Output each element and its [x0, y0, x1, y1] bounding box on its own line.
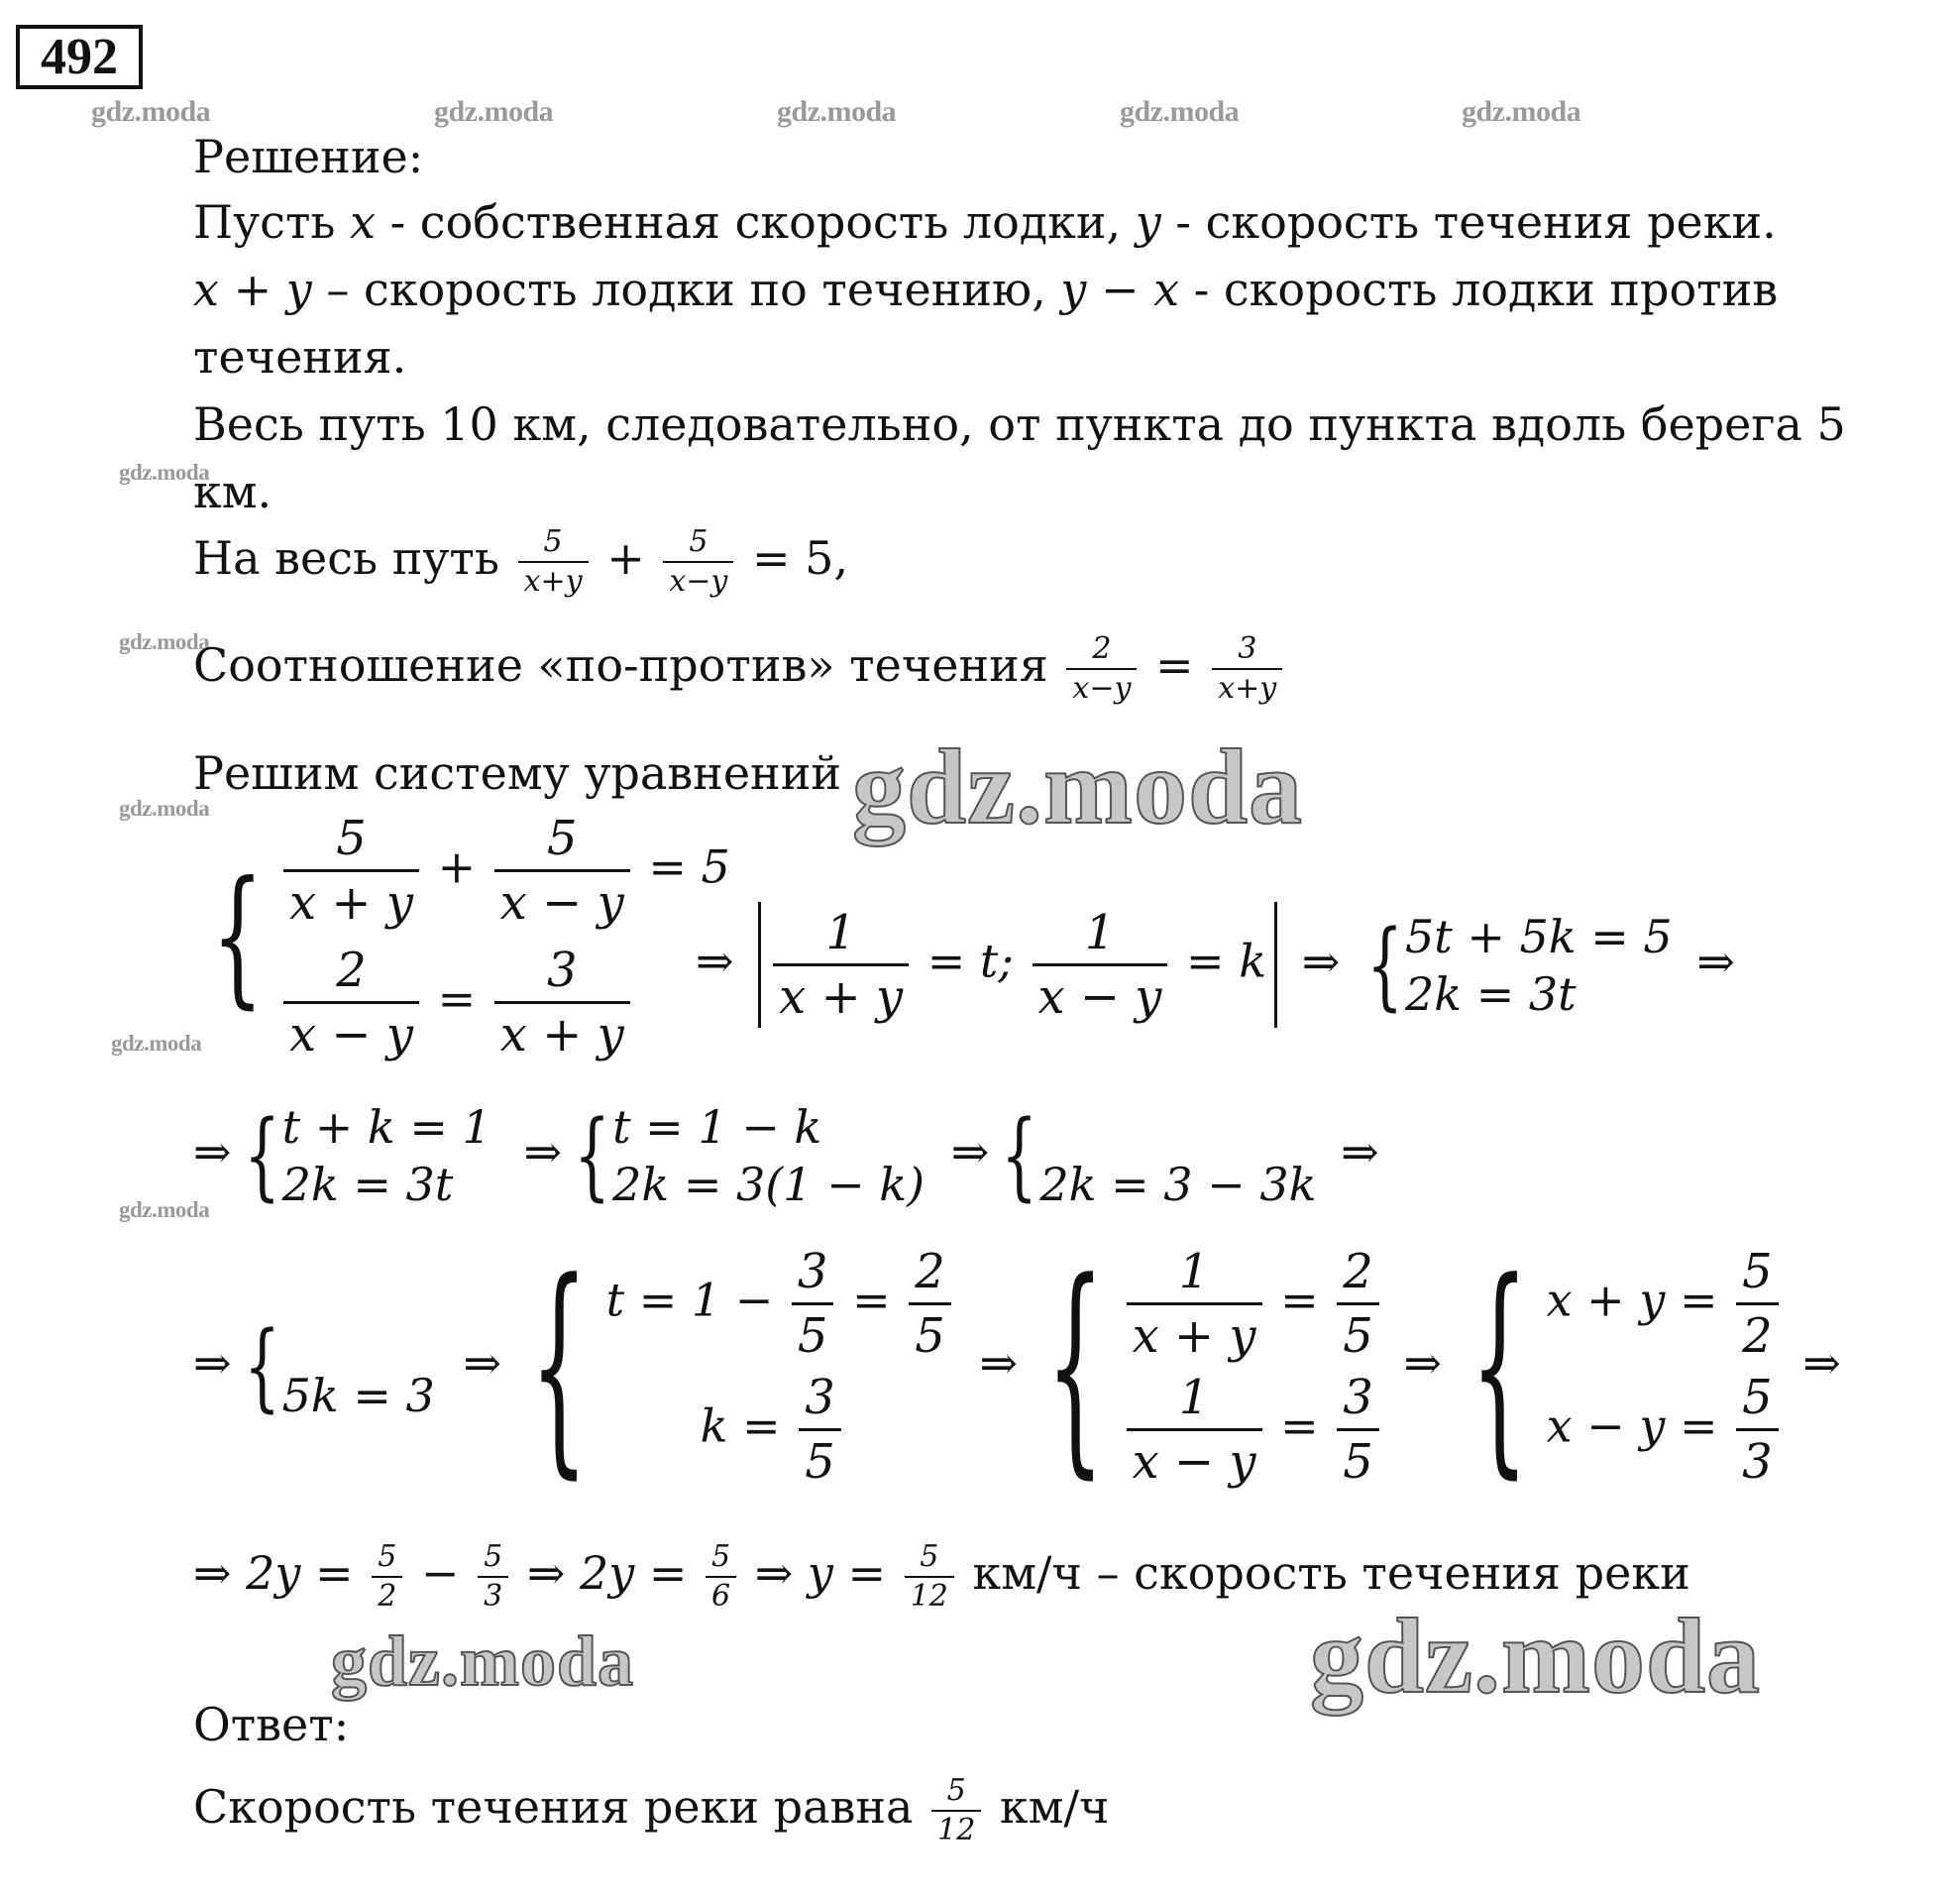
watermark-large: gdz.moda	[852, 728, 1304, 846]
watermark: gdz.moda	[777, 95, 897, 128]
paragraph-definitions: Пусть x - собственная скорость лодки, y - скорость течения реки.	[193, 195, 1777, 249]
watermark: gdz.moda	[434, 95, 554, 128]
paragraph-total-time: На весь путь $\frac{5}{x+y}$ + $\frac{5}{x-y}$ = 5,	[193, 524, 849, 599]
paragraph-speeds: x + y – скорость лодки по течению, y − x - скорость лодки против	[193, 263, 1779, 316]
paragraph-distance-cont: км.	[193, 465, 272, 518]
answer-text: Скорость течения реки равна $\frac{5}{12}$ км/ч	[193, 1773, 1110, 1847]
equation-row-5: ⇒ 2y = $\frac{5}{2}$ − $\frac{5}{3}$ ⇒ 2y = $\frac{5}{6}$ ⇒ y = $\frac{5}{12}$ км/ч – скорость течения реки	[193, 1539, 1690, 1614]
fraction: $\frac{2}{x-y}$	[1066, 630, 1137, 708]
answer-heading: Ответ:	[193, 1698, 350, 1751]
watermark: gdz.moda	[119, 629, 210, 654]
fraction: $\frac{5}{x-y}$	[663, 523, 733, 601]
paragraph-speeds-cont: течения.	[193, 330, 407, 384]
watermark-large: gdz.moda	[331, 1621, 635, 1701]
equation-row-4: ⇒ { 5k = 3 ⇒ { t = 1 − $\frac{3}{5}$ = $\frac{2}{5}$ k = $\frac{3}{5}$ ⇒ { $\frac{1}{x + y}$ = $\frac{2}{5}$ $\frac{1}{x - y}$ = $\frac{3}{5}$ ⇒ { x + y = $\frac{5}{2}$ x − y = $\frac{5}{3}$ ⇒	[193, 1234, 1841, 1499]
substitution: $\frac{1}{x + y}$ = t; $\frac{1}{x - y}$ = k	[758, 902, 1277, 1028]
paragraph-solve-system: Решим систему уравнений	[193, 746, 842, 800]
watermark-large: gdz.moda	[1310, 1598, 1762, 1716]
watermark: gdz.moda	[1120, 95, 1240, 128]
watermark: gdz.moda	[119, 1197, 210, 1222]
watermark: gdz.moda	[111, 1031, 202, 1056]
watermark: gdz.moda	[1462, 95, 1581, 128]
fraction: $\frac{5}{x+y}$	[518, 523, 589, 601]
brace-icon: {	[1366, 909, 1403, 1021]
paragraph-ratio: Соотношение «по-против» течения $\frac{2}{x-y}$ = $\frac{3}{x+y}$	[193, 630, 1286, 708]
solution-heading: Решение:	[193, 130, 424, 183]
problem-number: 492	[16, 25, 143, 89]
fraction: $\frac{3}{x+y}$	[1212, 630, 1282, 708]
brace-icon: {	[529, 1234, 589, 1499]
brace-icon: {	[574, 1100, 610, 1211]
brace-icon: {	[211, 850, 264, 1023]
brace-icon: {	[1470, 1234, 1529, 1499]
brace-icon: {	[1045, 1234, 1105, 1499]
brace-icon: {	[243, 1311, 280, 1422]
brace-icon: {	[1001, 1100, 1038, 1211]
paragraph-distance: Весь путь 10 км, следовательно, от пункта до пункта вдоль берега 5	[193, 397, 1846, 451]
substitution-step: ⇒ $\frac{1}{x + y}$ = t; $\frac{1}{x - y}$ = k ⇒ { 5t + 5k = 5 2k = 3t ⇒	[696, 902, 1735, 1028]
brace-icon: {	[243, 1100, 280, 1211]
watermark: gdz.moda	[119, 460, 210, 485]
equation-system-initial: { $\frac{5}{x + y}$ + $\frac{5}{x - y}$ = 5 $\frac{2}{x - y}$ = $\frac{3}{x + y}$	[190, 808, 730, 1065]
equation-row-3: ⇒ { t + k = 1 2k = 3t ⇒ { t = 1 − k 2k = 3(1 − k) ⇒ { 2k = 3 − 3k ⇒	[193, 1100, 1379, 1211]
watermark: gdz.moda	[91, 95, 211, 128]
watermark: gdz.moda	[119, 796, 210, 821]
